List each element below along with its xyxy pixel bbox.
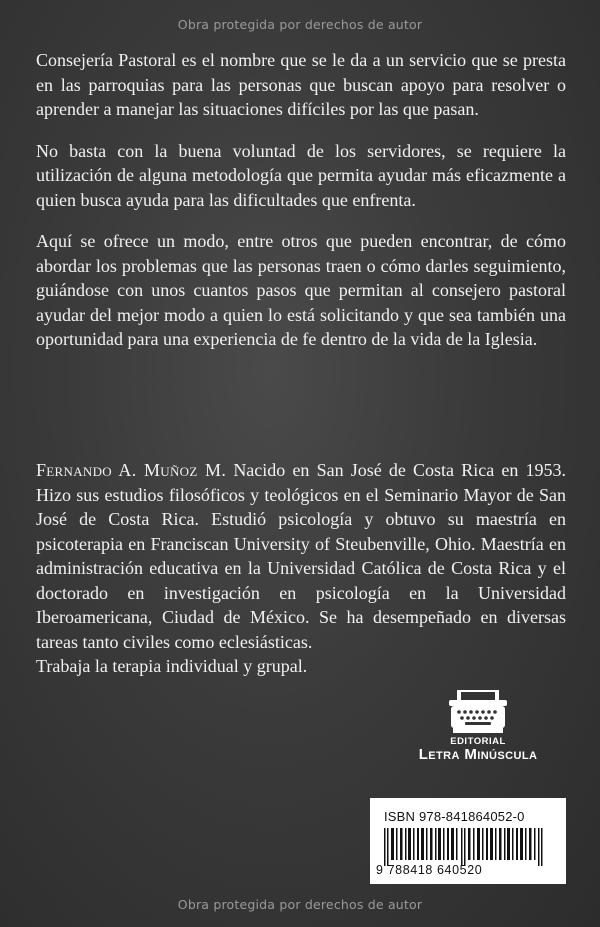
isbn-barcode-box	[370, 798, 566, 884]
author-bio-last-line: Trabaja la terapia individual y grupal.	[36, 656, 308, 676]
back-cover-blurb	[36, 48, 566, 369]
blurb-paragraph: Consejería Pastoral es el nombre que se le da a un servicio que se presta en las parroquias para las personas que buscan apoyo para resolver o aprender a manejar las situaciones difíciles por las que pasan.	[36, 50, 566, 119]
blurb-paragraph: No basta con la buena voluntad de los servidores, se requiere la utilización de alguna metodología que permita ayudar más eficazmente a quien busca ayuda para las dificultades que enfrenta.	[36, 140, 566, 210]
author-bio-paragraph	[36, 458, 566, 654]
publisher-name: Letra Minúscula	[418, 746, 538, 763]
barcode-icon	[378, 828, 558, 866]
publisher-logo	[418, 688, 538, 763]
watermark-bottom: Obra protegida por derechos de autor	[177, 897, 423, 912]
watermark-top: Obra protegida por derechos de autor	[177, 17, 423, 32]
typewriter-icon	[447, 688, 509, 736]
blurb-paragraph: Aquí se ofrece un modo, entre otros que pueden encontrar, de cómo abordar los problemas que las personas traen o cómo darles seguimiento, guiándose con unos cuantos pasos que permitan al consejero pastoral ayudar del mejor modo a quien lo está solicitando y que sea también una oportunidad para una experiencia de fe dentro de la vida de la Iglesia.	[36, 231, 566, 349]
author-bio	[36, 458, 566, 679]
isbn-label: ISBN 978-841864052-0	[384, 809, 525, 824]
author-name: Fernando A. Muñoz M.	[36, 460, 227, 480]
author-bio-text: Nacido en San José de Costa Rica en 1953. Hizo sus estudios filosóficos y teológicos en el Seminario Mayor de San José de Costa Rica. Estudió psicología y obtuvo su maestría en psicoterapia en Franciscan University of Steubenville, Ohio. Maestría en administración educativa en la Universidad Católica de Costa Rica y el doctorado en investigación en psicología en la Universidad Iberoamericana, Ciudad de México. Se ha desempeñado en diversas tareas tanto civiles como eclesiásticas.	[36, 460, 566, 652]
publisher-label: EDITORIAL	[450, 736, 506, 747]
isbn-digits: 9 788418 640520	[376, 863, 483, 877]
